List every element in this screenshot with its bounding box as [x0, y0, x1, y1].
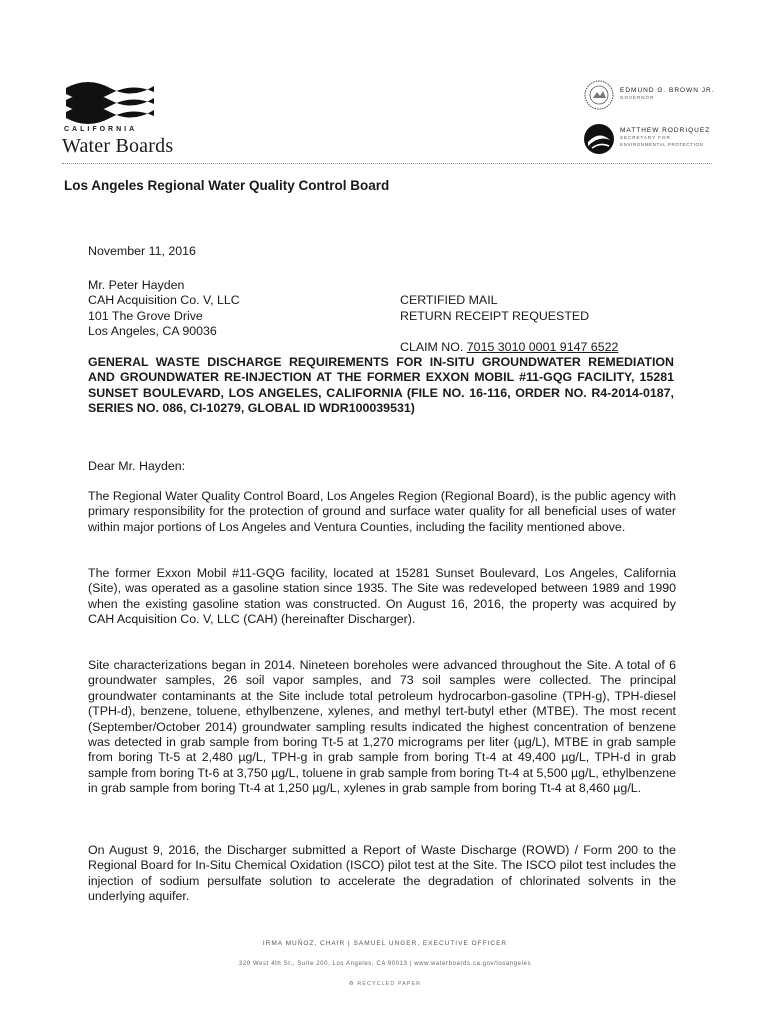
- governor-title: GOVERNOR: [620, 95, 655, 100]
- body-paragraph: Site characterizations began in 2014. Nineteen boreholes were advanced throughout the Site. A total of 6 groundwater samples, 26 soil vapor samples, and 73 soil samples were collected. The principal groundwater contaminants at the Site include total petroleum hydrocarbon-gasoline (TPH-g), TPH-diesel (TPH-d), benzene, toluene, ethylbenzene, xylenes, and methyl tert-butyl ether (MTBE). The most recent (September/October 2014) groundwater sampling results indicated the highest concentration of benzene was detected in grab sample from boring Tt-5 at 1,270 micrograms per liter (µg/L), MTBE in grab sample from boring Tt-5 at 2,480 µg/L, TPH-g in grab sample from boring Tt-4 at 49,400 µg/L, TPH-d in grab sample from boring Tt-6 at 3,750 µg/L, toluene in grab sample from boring Tt-4 at 5,500 µg/L, ethylbenzene in grab sample from boring Tt-4 at 1,250 µg/L, xylenes in grab sample from boring Tt-4 at 8,460 µg/L.: [88, 658, 676, 796]
- state-label: CALIFORNIA: [64, 126, 138, 133]
- agency-name: Water Boards: [62, 135, 174, 157]
- letter-date: November 11, 2016: [88, 244, 196, 258]
- body-paragraph: The Regional Water Quality Control Board, Los Angeles Region (Regional Board), is the public agency with primary responsibility for the protection of ground and surface water quality for all beneficial uses of water within major portions of Los Angeles and Ventura Counties, including the facility mentioned above.: [88, 489, 676, 534]
- recycle-icon: ♻: [348, 981, 358, 987]
- claim-number: 7015 3010 0001 9147 6522: [466, 339, 619, 354]
- footer-address: 320 West 4th St., Suite 200, Los Angeles, CA 90013 | www.waterboards.ca.gov/losangeles: [238, 961, 532, 967]
- letter-subject: GENERAL WASTE DISCHARGE REQUIREMENTS FOR IN-SITU GROUNDWATER REMEDIATION AND GROUNDWATER RE-INJECTION AT THE FORMER EXXON MOBIL #11-GQG FACILITY, 15281 SUNSET BOULEVARD, LOS ANGELES, CALIFORNIA (FILE NO. 16-116, ORDER NO. R4-2014-0187, SERIES NO. 086, CI-10279, GLOBAL ID WDR100039531): [88, 355, 674, 416]
- body-paragraph: On August 9, 2016, the Discharger submitted a Report of Waste Discharge (ROWD) / Form 200 to the Regional Board for In-Situ Chemical Oxidation (ISCO) pilot test at the Site. The ISCO pilot test includes the injection of sodium persulfate solution to accelerate the degradation of chlorinated solvents in the underlying aquifer.: [88, 843, 676, 904]
- governor-name: EDMUND G. BROWN JR.: [620, 87, 715, 94]
- recycled-paper-label: RECYCLED PAPER: [357, 981, 422, 987]
- regional-board-name: Los Angeles Regional Water Quality Control Board: [64, 178, 390, 193]
- calepa-logo-icon: [582, 122, 616, 156]
- secretary-title-line1: SECRETARY FOR: [620, 135, 671, 140]
- recipient-address: Mr. Peter Hayden CAH Acquisition Co. V, LLC 101 The Grove Drive Los Angeles, CA 90036: [88, 278, 240, 339]
- salutation: Dear Mr. Hayden:: [88, 459, 186, 473]
- claim-label: CLAIM NO.: [400, 339, 467, 354]
- state-seal-icon: [584, 80, 614, 110]
- water-waves-icon: [64, 78, 156, 128]
- footer-recycled: [0, 981, 770, 987]
- secretary-title-line2: ENVIRONMENTAL PROTECTION: [620, 142, 704, 147]
- mail-method: CERTIFIED MAIL RETURN RECEIPT REQUESTED: [400, 293, 590, 323]
- letterhead-divider: [62, 163, 712, 164]
- secretary-name: MATTHEW RODRIQUEZ: [620, 127, 711, 134]
- mailing-notice: [400, 278, 618, 355]
- footer-officers: IRMA MUÑOZ, CHAIR | SAMUEL UNGER, EXECUTIVE OFFICER: [262, 940, 508, 947]
- body-paragraph: The former Exxon Mobil #11-GQG facility, located at 15281 Sunset Boulevard, Los Angeles, California (Site), was operated as a gasoline station since 1935. The Site was redeveloped between 1989 and 1990 when the existing gasoline station was constructed. On August 16, 2016, the property was acquired by CAH Acquisition Co. V, LLC (CAH) (hereinafter Discharger).: [88, 566, 676, 627]
